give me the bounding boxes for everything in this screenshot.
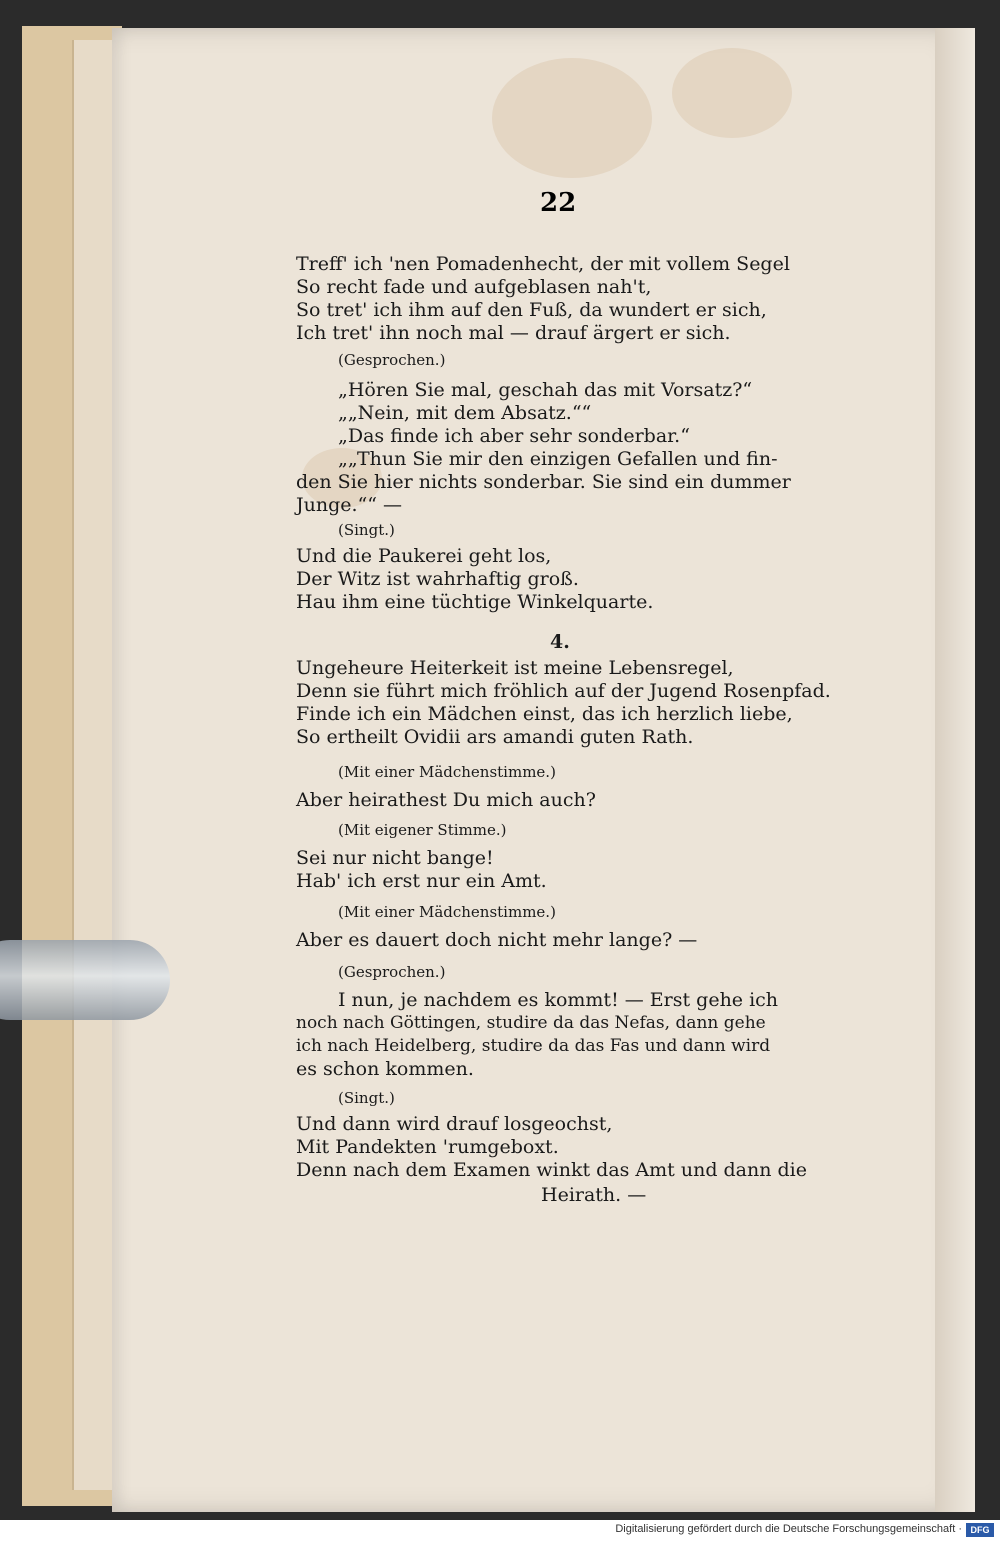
text-line: Denn sie führt mich fröhlich auf der Jugend Rosenpfad. — [296, 680, 831, 702]
footer-credit: Digitalisierung gefördert durch die Deutsche Forschungsgemeinschaft · — [615, 1523, 962, 1535]
text-line: ich nach Heidelberg, studire da das Fas und dann wird — [296, 1036, 771, 1056]
verse-number: 4. — [550, 631, 570, 653]
stage-direction: (Gesprochen.) — [338, 351, 446, 369]
text-line: noch nach Göttingen, studire da das Nefas, dann gehe — [296, 1013, 766, 1033]
stage-direction: (Mit eigener Stimme.) — [338, 821, 507, 839]
text-line: „„Thun Sie mir den einzigen Gefallen und fin- — [338, 448, 778, 470]
text-line: I nun, je nachdem es kommt! — Erst gehe ich — [338, 989, 779, 1011]
text-line: Und die Paukerei geht los, — [296, 545, 552, 567]
text-line: Denn nach dem Examen winkt das Amt und dann die — [296, 1159, 808, 1181]
stage-direction: (Mit einer Mädchenstimme.) — [338, 903, 556, 921]
stage-direction: (Singt.) — [338, 521, 395, 539]
footer-bar — [0, 1520, 1000, 1541]
text-line: Ungeheure Heiterkeit ist meine Lebensregel, — [296, 657, 734, 679]
book-inner-edge — [72, 40, 112, 1490]
scanner-thumb-clip — [0, 940, 170, 1020]
stage-direction: (Gesprochen.) — [338, 963, 446, 981]
text-line: Hab' ich erst nur ein Amt. — [296, 870, 547, 892]
text-line: Aber es dauert doch nicht mehr lange? — — [296, 929, 698, 951]
stage-direction: (Mit einer Mädchenstimme.) — [338, 763, 556, 781]
page-gutter-shadow — [935, 28, 975, 1512]
text-line: Mit Pandekten 'rumgeboxt. — [296, 1136, 559, 1158]
paper-stain — [492, 58, 652, 178]
text-line: Hau ihm eine tüchtige Winkelquarte. — [296, 591, 654, 613]
text-line: Der Witz ist wahrhaftig groß. — [296, 568, 579, 590]
text-line: Junge.““ — — [296, 494, 403, 516]
page-number: 22 — [540, 188, 577, 218]
text-line: So ertheilt Ovidii ars amandi guten Rath. — [296, 726, 694, 748]
text-line: „„Nein, mit dem Absatz.““ — [338, 402, 592, 424]
text-line: So tret' ich ihm auf den Fuß, da wundert er sich, — [296, 299, 767, 321]
text-line: Und dann wird drauf losgeochst, — [296, 1113, 613, 1135]
text-line: Heirath. — — [541, 1184, 647, 1206]
dfg-logo: DFG — [966, 1523, 994, 1537]
text-line: „Hören Sie mal, geschah das mit Vorsatz?“ — [338, 379, 753, 401]
text-line: Aber heirathest Du mich auch? — [296, 789, 596, 811]
text-line: Sei nur nicht bange! — [296, 847, 494, 869]
text-line: So recht fade und aufgeblasen nah't, — [296, 276, 652, 298]
text-line: den Sie hier nichts sonderbar. Sie sind ein dummer — [296, 471, 791, 493]
stage-direction: (Singt.) — [338, 1089, 395, 1107]
text-line: es schon kommen. — [296, 1058, 474, 1080]
paper-stain — [672, 48, 792, 138]
text-line: Finde ich ein Mädchen einst, das ich herzlich liebe, — [296, 703, 793, 725]
text-line: Ich tret' ihn noch mal — drauf ärgert er sich. — [296, 322, 731, 344]
text-line: Treff' ich 'nen Pomadenhecht, der mit vollem Segel — [296, 253, 790, 275]
text-line: „Das finde ich aber sehr sonderbar.“ — [338, 425, 690, 447]
